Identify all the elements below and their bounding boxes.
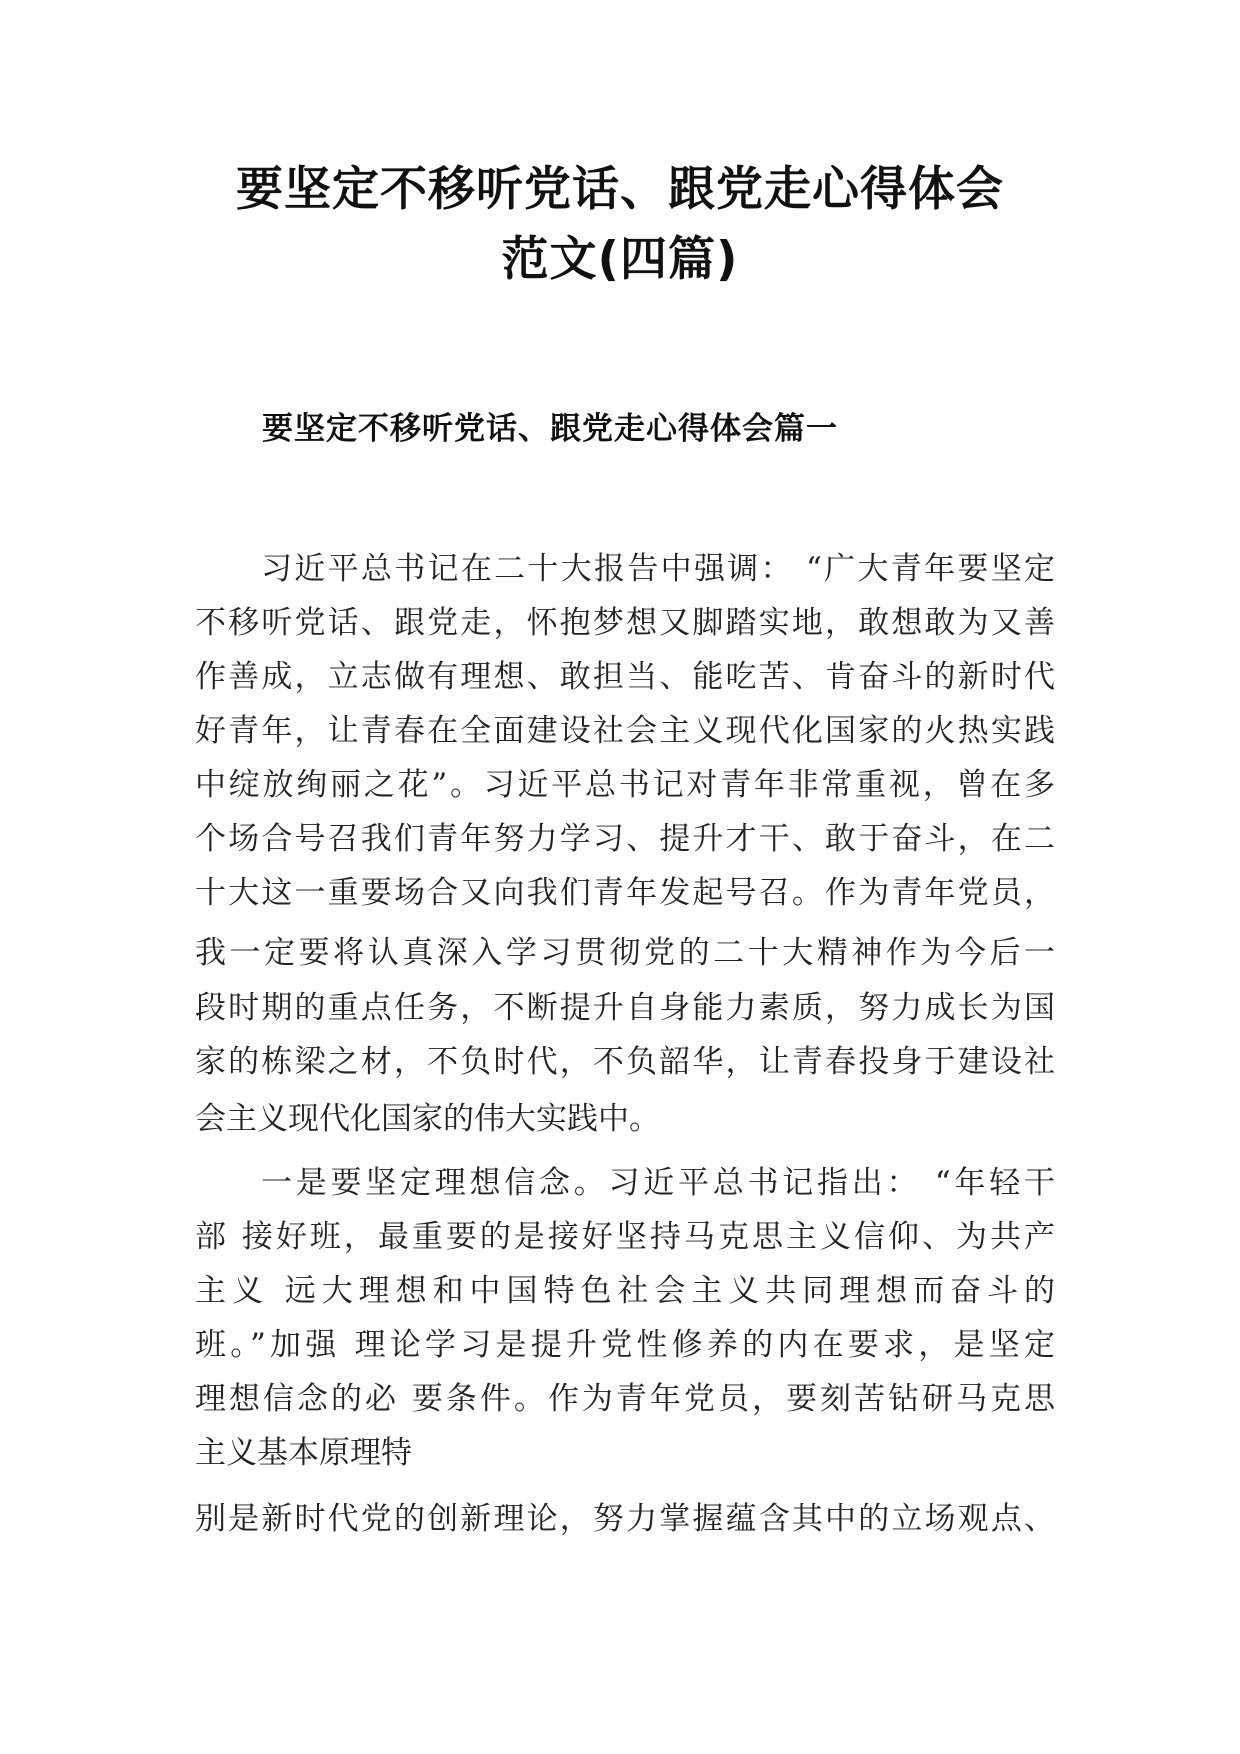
paragraph-1-line: 中绽放绚丽之花”。习近平总书记对青年非常重视，曾在多 bbox=[195, 767, 1055, 803]
paragraph-1-line: 家的栋梁之材，不负时代，不负韶华，让青春投身于建设社 bbox=[195, 1044, 1055, 1080]
section-heading: 要坚定不移听党话、跟党走心得体会篇一 bbox=[262, 411, 838, 447]
paragraph-1-line: 习近平总书记在二十大报告中强调： “广大青年要坚定 bbox=[261, 551, 1055, 587]
paragraph-1-line: 个场合号召我们青年努力学习、提升才干、敢于奋斗，在二 bbox=[195, 821, 1055, 857]
paragraph-2-line: 别是新时代党的创新理论，努力掌握蕴含其中的立场观点、 bbox=[195, 1501, 1055, 1537]
paragraph-2-line: 班。”加强 理论学习是提升党性修养的内在要求，是坚定 bbox=[195, 1327, 1055, 1363]
paragraph-2-line: 主义基本原理特 bbox=[195, 1435, 412, 1471]
document-title-line-2: 范文(四篇) bbox=[501, 232, 739, 287]
paragraph-1-line: 会主义现代化国家的伟大实践中。 bbox=[195, 1101, 660, 1137]
paragraph-1-line: 段时期的重点任务，不断提升自身能力素质，努力成长为国 bbox=[195, 990, 1055, 1026]
paragraph-1-line: 作善成，立志做有理想、敢担当、能吃苦、肯奋斗的新时代 bbox=[195, 659, 1055, 695]
paragraph-2-line: 一是要坚定理想信念。习近平总书记指出： “年轻干 bbox=[261, 1165, 1055, 1201]
paragraph-2-line: 主义 远大理想和中国特色社会主义共同理想而奋斗的 bbox=[195, 1273, 1055, 1309]
paragraph-1-line: 不移听党话、跟党走，怀抱梦想又脚踏实地，敢想敢为又善 bbox=[195, 605, 1055, 641]
paragraph-2-line: 理想信念的必 要条件。作为青年党员，要刻苦钻研马克思 bbox=[195, 1381, 1055, 1417]
paragraph-2-line: 部 接好班，最重要的是接好坚持马克思主义信仰、为共产 bbox=[195, 1219, 1055, 1255]
paragraph-1-line: 好青年，让青春在全面建设社会主义现代化国家的火热实践 bbox=[195, 713, 1055, 749]
paragraph-1-line: 十大这一重要场合又向我们青年发起号召。作为青年党员， bbox=[195, 875, 1055, 911]
document-title-line-1: 要坚定不移听党话、跟党走心得体会 bbox=[236, 162, 1004, 217]
paragraph-1-line: 我一定要将认真深入学习贯彻党的二十大精神作为今后一 bbox=[195, 935, 1055, 971]
